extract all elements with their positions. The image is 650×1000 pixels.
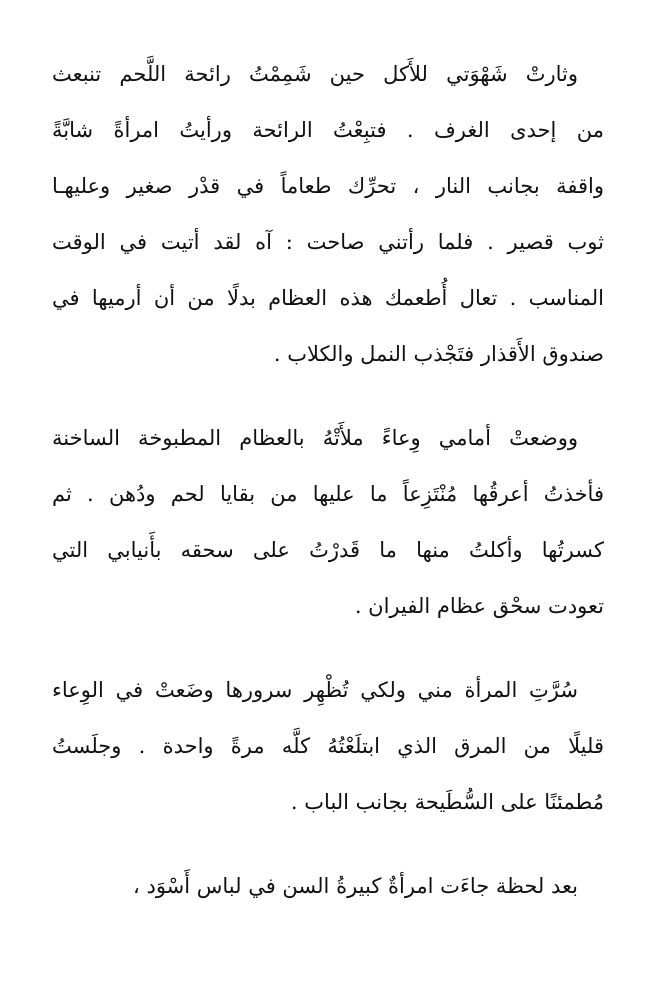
text-line: المناسب . تعال أُطعمك هذه العظام بدلًا من أن أرميها في [52, 286, 604, 310]
text-line: من إحدى الغرف . فتبِعْتُ الرائحة ورأيتُ امرأةً شابَّةً [52, 118, 604, 142]
text-line: تعودت سحْق عظام الفيران . [354, 594, 604, 618]
text-line: واقفة بجانب النار ، تحرِّك طعاماً في قدْر صغير وعليهـا [52, 174, 604, 198]
paragraph-4 [52, 858, 604, 914]
text-line: وثارتْ شَهْوَتي للأَكل حين شَمِمْتُ رائحة اللَّحم تنبعث [52, 62, 578, 86]
text-line: ثوب قصير . فلما رأتني صاحت : آه لقد أتيت في الوقت [52, 230, 604, 254]
text-line: بعد لحظة جاءَت امرأةٌ كبيرةُ السن في لباس أَسْوَد ، [133, 874, 578, 898]
text-line: صندوق الأَقذار فتَجْذب النمل والكلاب . [273, 342, 604, 366]
text-line: كسرتُها وأكلتُ منها ما قَدرْتُ على سحقه بأَنيابي التي [52, 538, 604, 562]
text-line: مُطمئنًا على السُّطَيحة بجانب الباب . [290, 790, 604, 814]
paragraph-2 [52, 410, 604, 634]
text-line: قليلًا من المرق الذي ابتلَعْتُهُ كلَّه مرةً واحدة . وجلَستُ [52, 734, 604, 758]
text-line: ووضعتْ أمامي وِعاءً ملأَتْهُ بالعظام المطبوخة الساخنة [52, 426, 578, 450]
text-line: سُرَّتِ المرأة مني ولكي تُظْهِر سرورها وضَعتْ في الوِعاء [52, 678, 578, 702]
paragraph-3 [52, 662, 604, 830]
text-line: فأخذتُ أعرقُها مُنْتَزِعاً ما عليها من بقايا لحم ودُهن . ثم [52, 482, 604, 506]
paragraph-1 [52, 46, 604, 382]
